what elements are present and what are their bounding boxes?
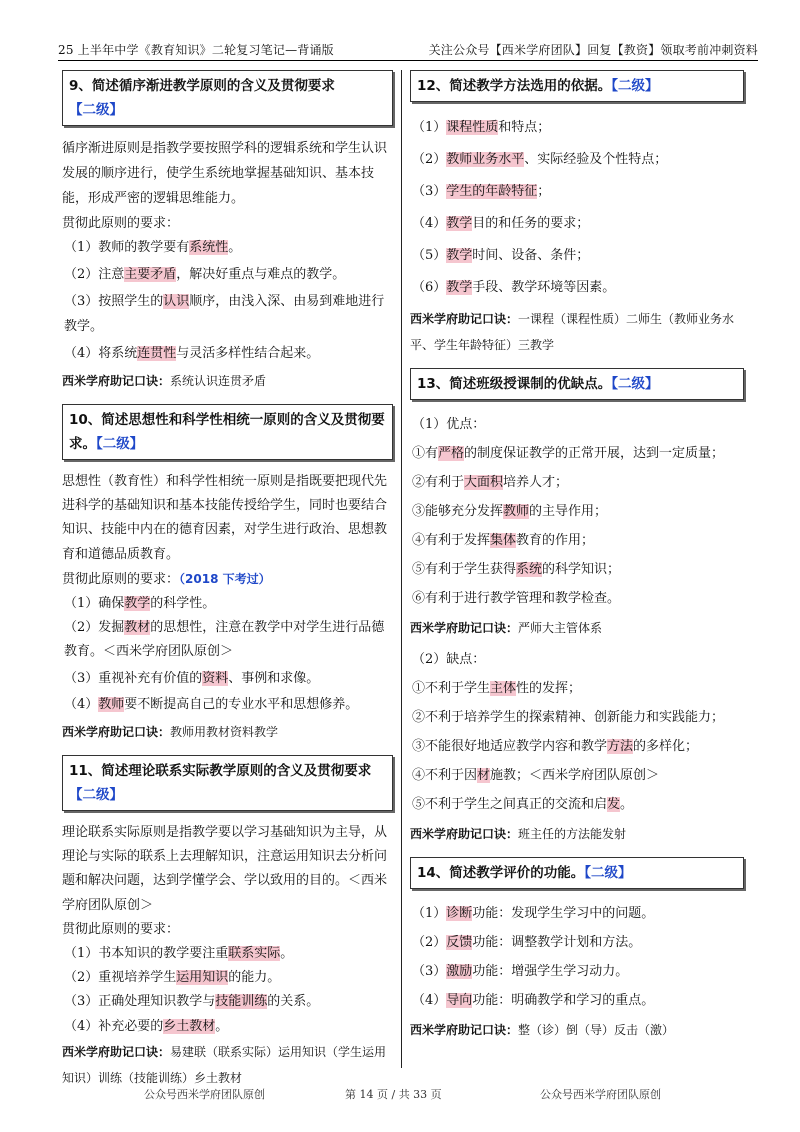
question-13-mnemonic-1: 西米学府助记口诀：严师大主管体系	[410, 621, 603, 635]
question-10-item-1: （1）确保教学的科学性。	[64, 596, 216, 612]
question-10-heading	[62, 404, 393, 460]
question-13-con-5: ⑤不利于学生之间真正的交流和启发。	[412, 797, 634, 812]
left-column	[62, 70, 393, 1101]
question-10-req: 贯彻此原则的要求：（2018 下考过）	[62, 571, 271, 587]
question-13-pro-4: ④有利于发挥集体教育的作用；	[412, 533, 595, 548]
question-14-item-3: （3）激励功能：增强学生学习动力。	[412, 964, 629, 979]
question-13-pros-label: （1）优点：	[412, 417, 486, 432]
question-14-item-2: （2）反馈功能：调整教学计划和方法。	[412, 935, 642, 950]
question-13-con-1: ①不利于学生主体性的发挥；	[412, 681, 582, 696]
question-13-cons-label: （2）缺点：	[412, 652, 486, 667]
question-13-con-4: ④不利于因材施教；＜西米学府团队原创＞	[412, 768, 660, 783]
question-13-con-2: ②不利于培养学生的探索精神、创新能力和实践能力；	[412, 710, 725, 725]
question-9-item-1: （1）教师的教学要有系统性。	[64, 240, 242, 255]
question-11-item-2: （2）重视培养学生运用知识的能力。	[64, 970, 281, 986]
question-14-item-1: （1）诊断功能：发现学生学习中的问题。	[412, 906, 655, 921]
question-11-intro: 理论联系实际原则是指教学要以学习基础知识为主导，从理论与实际的联系上去理解知识，注意运用知识去分析问题和解决问题，达到学懂学会、学以致用的目的。＜西米学府团队原创＞	[62, 825, 388, 913]
footer-right-text: 公众号西米学府团队原创	[540, 1088, 661, 1101]
question-9-heading	[62, 70, 393, 126]
question-10-item-3: （3）重视补充有价值的资料、事例和求像。	[64, 670, 320, 686]
question-13-pro-6: ⑥有利于进行教学管理和教学检查。	[412, 591, 621, 606]
question-12-level: 【二级】	[611, 78, 659, 94]
question-13-mnemonic-2: 西米学府助记口诀：班主任的方法能发射	[410, 827, 627, 841]
question-11-mnemonic: 西米学府助记口诀：易建联（联系实际）运用知识（学生运用知识）训练（技能训练）乡土教材	[62, 1044, 387, 1085]
question-10-title: 10、简述思想性和科学性相统一原则的含义及贯彻要求。	[69, 412, 385, 453]
question-9-req: 贯彻此原则的要求：	[62, 216, 180, 231]
question-9-intro: 循序渐进原则是指教学要按照学科的逻辑系统和学生认识发展的顺序进行，使学生系统地掌握基础知识、基本技能，形成严密的逻辑思维能力。	[62, 141, 388, 206]
question-14-mnemonic: 西米学府助记口诀：整（诊）倒（导）反击（激）	[410, 1023, 675, 1037]
question-12-heading	[410, 70, 744, 102]
question-11-item-3: （3）正确处理知识教学与技能训练的关系。	[64, 994, 320, 1010]
question-9-mnemonic: 西米学府助记口诀：系统认识连贯矛盾	[62, 374, 267, 389]
question-13-heading	[410, 368, 744, 400]
question-10-item-4: （4）教师要不断提高自己的专业水平和思想修养。	[64, 696, 359, 712]
question-13-pro-5: ⑤有利于学生获得系统的科学知识；	[412, 562, 621, 577]
question-9-item-3: （3）按照学生的认识顺序，由浅入深、由易到难地进行教学。	[64, 294, 385, 334]
header-right-text: 关注公众号【西米学府团队】回复【教资】领取考前冲刺资料	[428, 43, 758, 57]
question-13-pro-1: ①有严格的制度保证教学的正常开展，达到一定质量；	[412, 446, 725, 461]
question-11-item-1: （1）书本知识的教学要注重联系实际。	[64, 946, 294, 962]
question-11-level: 【二级】	[69, 787, 123, 804]
exam-tag: （2018 下考过）	[179, 571, 271, 586]
right-column	[410, 70, 744, 1053]
question-14-title: 14、简述教学评价的功能。	[417, 865, 585, 881]
question-13-level: 【二级】	[611, 376, 659, 392]
page-header	[58, 36, 758, 61]
page-footer	[0, 1086, 800, 1104]
question-9-item-4: （4）将系统连贯性与灵活多样性结合起来。	[64, 345, 320, 361]
question-11-heading	[62, 755, 393, 811]
question-12-title: 12、简述教学方法选用的依据。	[417, 78, 612, 94]
question-13-title: 13、简述班级授课制的优缺点。	[417, 376, 612, 392]
question-12-item-4: （4）教学目的和任务的要求；	[412, 216, 590, 231]
question-13-con-3: ③不能很好地适应教学内容和教学方法的多样化；	[412, 739, 699, 754]
question-14-heading	[410, 857, 744, 889]
question-10-level: 【二级】	[96, 436, 144, 453]
question-12-item-3: （3）学生的年龄特征；	[412, 184, 551, 199]
question-10-intro: 思想性（教育性）和科学性相统一原则是指既要把现代先进科学的基础知识和基本技能传授给学生，同时也要结合知识、技能中内在的德育因素，对学生进行政治、思想教育和道德品质教育。	[62, 474, 388, 562]
question-12-item-6: （6）教学手段、教学环境等因素。	[412, 280, 616, 295]
question-12-item-5: （5）教学时间、设备、条件；	[412, 248, 590, 263]
question-12-item-2: （2）教师业务水平、实际经验及个性特点；	[412, 152, 668, 167]
question-13-pro-3: ③能够充分发挥教师的主导作用；	[412, 504, 608, 519]
header-left-text: 25 上半年中学《教育知识》二轮复习笔记—背诵版	[58, 43, 334, 57]
question-9-title: 9、简述循序渐进教学原则的含义及贯彻要求	[69, 78, 335, 94]
question-10-mnemonic: 西米学府助记口诀：教师用教材资料教学	[62, 725, 279, 740]
question-14-level: 【二级】	[584, 865, 632, 881]
question-12-mnemonic: 西米学府助记口诀：一课程（课程性质）二师生（教师业务水平、学生年龄特征）三教学	[410, 312, 735, 352]
question-11-req: 贯彻此原则的要求：	[62, 921, 180, 937]
column-divider	[401, 70, 402, 1068]
question-13-pro-2: ②有利于大面积培养人才；	[412, 475, 569, 490]
question-11-item-4: （4）补充必要的乡土教材。	[64, 1018, 229, 1034]
question-9-item-2: （2）注意主要矛盾，解决好重点与难点的教学。	[64, 267, 346, 283]
question-14-item-4: （4）导向功能：明确教学和学习的重点。	[412, 993, 655, 1008]
footer-page-number: 第 14 页 / 共 33 页	[345, 1088, 442, 1101]
question-9-level: 【二级】	[69, 102, 123, 118]
question-11-title: 11、简述理论联系实际教学原则的含义及贯彻要求	[69, 763, 372, 780]
question-12-item-1: （1）课程性质和特点；	[412, 120, 551, 135]
footer-left-text: 公众号西米学府团队原创	[144, 1088, 265, 1101]
question-10-item-2: （2）发掘教材的思想性，注意在教学中对学生进行品德教育。＜西米学府团队原创＞	[64, 620, 385, 660]
